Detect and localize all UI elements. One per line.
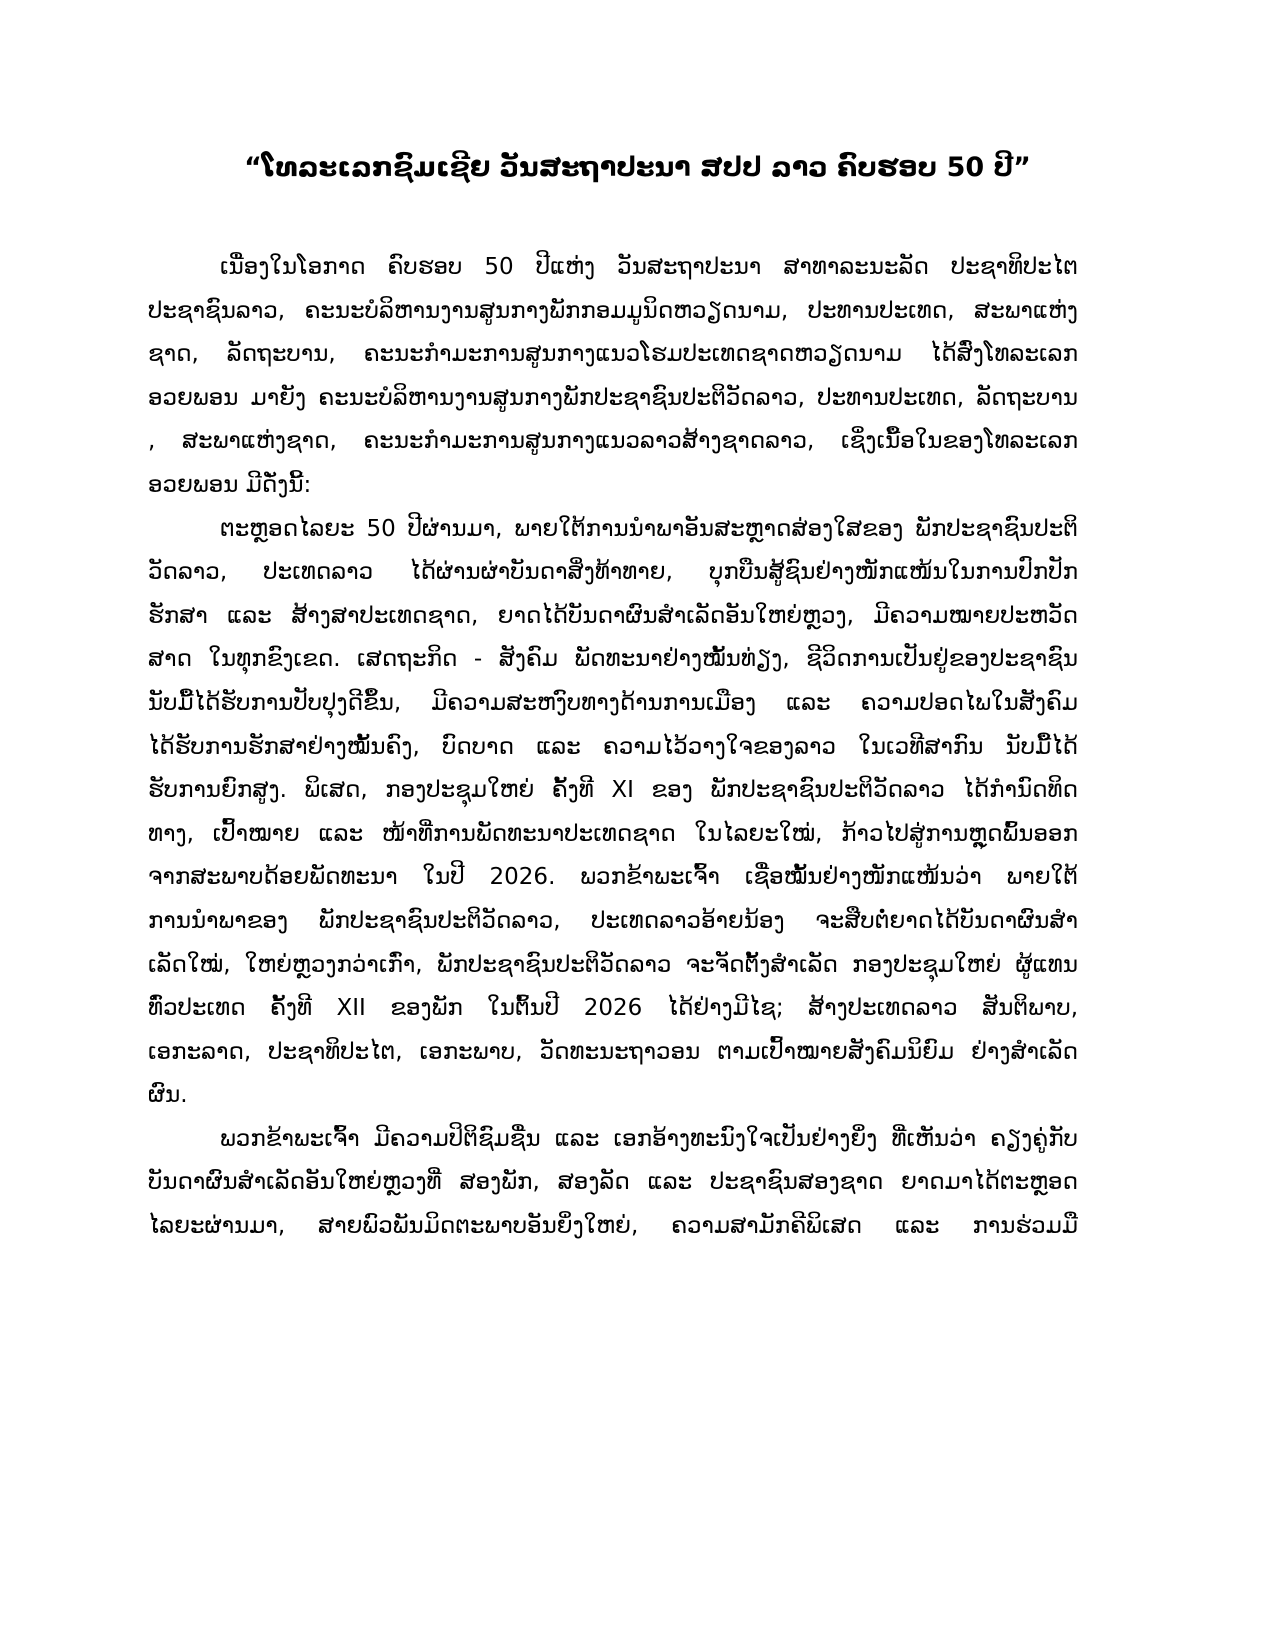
- text-line: ຈາກສະພາບດ້ອຍພັດທະນາ ໃນປີ 2026. ພວກຂ້າພະເຈົ້າ ເຊື່ອໝັ້ນຢ່າງໜັກແໜ້ນວ່າ ພາຍໃຕ້: [148, 864, 1078, 891]
- text-line: ໄລຍະຜ່ານມາ, ສາຍພົວພັນມິດຕະພາບອັນຍິ່ງໃຫຍ່, ຄວາມສາມັກຄີພິເສດ ແລະ ການຮ່ວມມື: [148, 1213, 1078, 1240]
- text-line: ທາງ, ເປົ້າໝາຍ ແລະ ໜ້າທີ່ການພັດທະນາປະເທດຊາດ ໃນໄລຍະໃໝ່, ກ້າວໄປສູ່ການຫຼຸດພົ້ນອອກ: [148, 820, 1078, 847]
- text-line: ຕະຫຼອດໄລຍະ 50 ປີຜ່ານມາ, ພາຍໃຕ້ການນຳພາອັນສະຫຼາດສ່ອງໃສຂອງ ພັກປະຊາຊົນປະຕິ: [220, 515, 1078, 542]
- document-body: [148, 246, 1078, 1249]
- text-line: ເລັດໃໝ່, ໃຫຍ່ຫຼວງກວ່າເກົ່າ, ພັກປະຊາຊົນປະຕິວັດລາວ ຈະຈັດຕັ້ງສຳເລັດ ກອງປະຊຸມໃຫຍ່ ຜູ້ແທນ: [148, 951, 1078, 978]
- text-line: ພວກຂ້າພະເຈົ້າ ມີຄວາມປິຕິຊົມຊື່ນ ແລະ ເອກອ້າງທະນົງໃຈເປັນຢ່າງຍິ່ງ ທີ່ເຫັນວ່າ ຄຽງຄູ່ກັບ: [220, 1125, 1078, 1152]
- text-line: ເນື່ອງໃນໂອກາດ ຄົບຮອບ 50 ປີແຫ່ງ ວັນສະຖາປະນາ ສາທາລະນະລັດ ປະຊາທິປະໄຕ: [220, 254, 1078, 280]
- text-line: ອວຍພອນ ມາຍັງ ຄະນະບໍລິຫານງານສູນກາງພັກປະຊາຊົນປະຕິວັດລາວ, ປະທານປະເທດ, ລັດຖະບານ: [148, 384, 1078, 411]
- document-title: “ໂທລະເລກຊົມເຊີຍ ວັນສະຖາປະນາ ສປປ ລາວ ຄົບຮອບ 50 ປີ”: [244, 152, 1031, 183]
- text-line: ການນຳພາຂອງ ພັກປະຊາຊົນປະຕິວັດລາວ, ປະເທດລາວອ້າຍນ້ອງ ຈະສືບຕໍ່ຍາດໄດ້ບັນດາຜົນສຳ: [148, 907, 1078, 934]
- text-line: ນັບມື້ໄດ້ຮັບການປັບປຸງດີຂຶ້ນ, ມີຄວາມສະຫງົບທາງດ້ານການເມືອງ ແລະ ຄວາມປອດໄພໃນສັງຄົມ: [148, 689, 1078, 716]
- text-line: ເອກະລາດ, ປະຊາທິປະໄຕ, ເອກະພາບ, ວັດທະນະຖາວອນ ຕາມເປົ້າໝາຍສັງຄົມນິຍົມ ຢ່າງສຳເລັດ: [148, 1038, 1078, 1065]
- paragraph: [148, 1118, 1078, 1249]
- text-line: ອວຍພອນ ມີດັ່ງນີ້:: [148, 471, 312, 498]
- text-line: , ສະພາແຫ່ງຊາດ, ຄະນະກຳມະການສູນກາງແນວລາວສ້າງຊາດລາວ, ເຊິ່ງເນື້ອໃນຂອງໂທລະເລກ: [148, 428, 1078, 455]
- text-line: ໄດ້ຮັບການຮັກສາຢ່າງໝັ້ນຄົງ, ບົດບາດ ແລະ ຄວາມໄວ້ວາງໃຈຂອງລາວ ໃນເວທີສາກົນ ນັບມື້ໄດ້: [148, 733, 1078, 760]
- text-line: ປະຊາຊົນລາວ, ຄະນະບໍລິຫານງານສູນກາງພັກກອມມູນິດຫວຽດນາມ, ປະທານປະເທດ, ສະພາແຫ່ງ: [148, 297, 1078, 324]
- text-line: ຮັບການຍົກສູງ. ພິເສດ, ກອງປະຊຸມໃຫຍ່ ຄັ້ງທີ XI ຂອງ ພັກປະຊາຊົນປະຕິວັດລາວ ໄດ້ກຳນົດທິດ: [148, 777, 1078, 804]
- text-line: ຜົນ.: [148, 1082, 188, 1109]
- paragraph: [148, 508, 1078, 1118]
- text-line: ທົ່ວປະເທດ ຄັ້ງທີ XII ຂອງພັກ ໃນຕົ້ນປີ 2026 ໄດ້ຢ່າງມີໄຊ; ສ້າງປະເທດລາວ ສັນຕິພາບ,: [148, 995, 1078, 1022]
- text-line: ຮັກສາ ແລະ ສ້າງສາປະເທດຊາດ, ຍາດໄດ້ບັນດາຜົນສຳເລັດອັນໃຫຍ່ຫຼວງ, ມີຄວາມໝາຍປະຫວັດ: [148, 602, 1078, 629]
- paragraph: [148, 246, 1078, 508]
- text-line: ບັນດາຜົນສຳເລັດອັນໃຫຍ່ຫຼວງທີ່ ສອງພັກ, ສອງລັດ ແລະ ປະຊາຊົນສອງຊາດ ຍາດມາໄດ້ຕະຫຼອດ: [148, 1169, 1078, 1196]
- text-line: ວັດລາວ, ປະເທດລາວ ໄດ້ຜ່ານຜ່າບັນດາສິ່ງທ້າທາຍ, ບຸກບືນສູ້ຊົນຢ່າງໜັກແໜ້ນໃນການປົກປັກ: [148, 559, 1078, 586]
- text-line: ສາດ ໃນທຸກຂົງເຂດ. ເສດຖະກິດ - ສັງຄົມ ພັດທະນາຢ່າງໝັ້ນທ່ຽງ, ຊີວິດການເປັນຢູ່ຂອງປະຊາຊົນ: [148, 646, 1078, 673]
- text-line: ຊາດ, ລັດຖະບານ, ຄະນະກຳມະການສູນກາງແນວໂຮມປະເທດຊາດຫວຽດນາມ ໄດ້ສົ່ງໂທລະເລກ: [148, 341, 1078, 368]
